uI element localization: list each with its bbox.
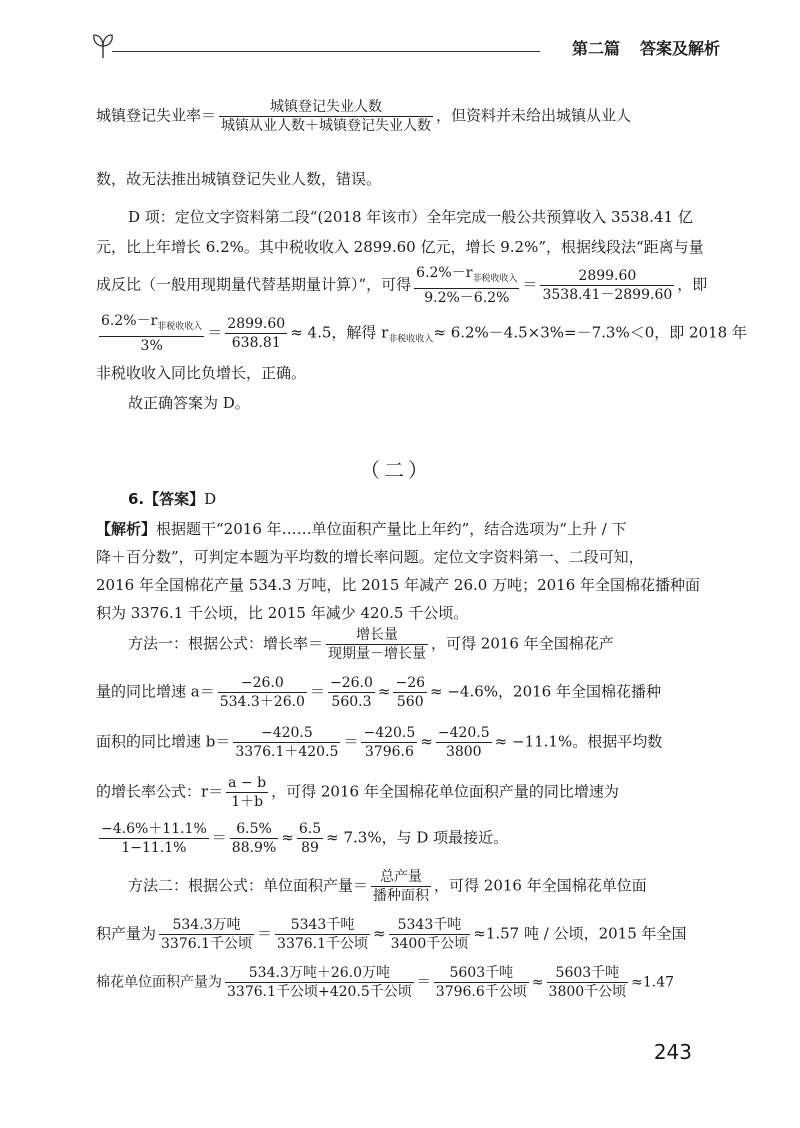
numerator: 2899.60 [540,267,674,286]
numerator: −420.5 [233,724,340,743]
formula-line [128,626,614,663]
numerator: 5603千吨 [547,964,629,983]
formula-line [96,98,631,135]
numerator [414,264,519,289]
numerator-text: 6.2%－r [416,265,473,281]
text: 棉花单位面积产量为 [96,974,222,991]
formula-line: 积产量为 $\frac{\text{534.3万吨}}{\text{3376.1千公顷}}$ ＝ $\frac{\text{5343千吨}}{\text{3376.1千公顷}}$ ≈ $\frac{\text{5343千吨}}{\text{3400千公顷}}$ ≈1.57 吨 / 公顷，2015 年全国 [96,917,687,952]
numerator: −26.0 [330,675,373,691]
equals: ＝ [416,974,431,991]
fraction [326,626,428,663]
numerator-text: 6.2%－r [101,313,158,329]
fraction [389,916,471,953]
denominator: 3800 [445,744,482,760]
fraction [393,674,427,711]
text: ，即 [677,275,708,294]
equals: ＝ [207,323,223,342]
denominator: 3400千公顷 [390,936,469,952]
text: 城镇登记失业率＝ [96,106,217,125]
denominator: 1＋b [231,794,264,810]
fraction [434,964,529,1001]
fraction [219,98,433,135]
header-part: 第二篇 [571,39,620,58]
numerator [99,312,204,337]
equals: ＝ [309,682,325,701]
fraction [275,916,370,953]
numerator: 5603千吨 [434,964,529,983]
denominator: 560.3 [331,694,372,710]
page-number: 243 [653,1040,692,1064]
text-line: 非税收收入同比负增长，正确。 [96,364,307,382]
formula-line [128,868,647,905]
leaf-icon [92,30,114,60]
denominator: 3538.41－2899.60 [542,286,673,303]
fraction [99,312,204,355]
numerator: 5343千吨 [275,916,370,935]
denominator: 现期量－增长量 [328,646,427,662]
denominator: 3800千公顷 [548,984,627,1000]
header-title [572,36,720,59]
equals: ＝ [211,828,227,847]
equals: ＝ [343,732,359,751]
denominator: 560 [396,694,424,710]
text: 成反比（一般用现期量代替基期量计算）”，可得 [96,275,412,294]
formula-line [96,264,707,307]
fraction [218,674,307,711]
fraction [371,868,431,905]
text: 的增长率公式：r＝ [96,782,224,801]
fraction [233,724,340,761]
fraction [226,774,268,811]
denominator: 88.9% [231,840,277,856]
numerator: 5343千吨 [389,916,471,935]
numerator: −4.6%＋11.1% [101,821,207,837]
text: ≈1.47 [631,974,675,991]
denominator: 9.2%－6.2% [424,289,510,306]
equals: ＝ [257,924,273,943]
denominator: 3376.1千公顷 [161,936,253,952]
text: ≈ −11.1%。根据平均数 [494,732,663,751]
text: ，但资料并未给出城镇从业人 [436,106,632,125]
numerator: 城镇登记失业人数 [219,98,433,117]
numerator: a − b [228,775,267,791]
denominator: 3376.1千公顷 [277,936,369,952]
fraction [414,264,519,307]
text-line: 元，比上年增长 6.2%。其中税收收入 2899.60 亿元，增长 9.2%”，根据线段法“距离与量 [96,238,704,256]
text: ，可得 2016 年全国棉花单位面 [434,876,647,895]
fraction [225,964,414,1001]
section-title: （二） [360,458,432,482]
text: ，可得 2016 年全国棉花产 [431,634,614,653]
fraction [225,315,287,352]
text-line: 积为 3376.1 千公顷，比 2015 年减少 420.5 千公顷。 [96,604,469,622]
fraction [436,724,492,761]
fraction [328,674,375,711]
numerator: 总产量 [371,868,431,887]
page-header [92,30,720,70]
text: 积产量为 [96,924,157,943]
text: ≈1.57 吨 / 公顷，2015 年全国 [473,924,687,943]
numerator: 534.3万吨 [159,916,254,935]
text: ≈ 7.3%，与 D 项最接近。 [326,828,509,847]
subscript: 非税收收入 [157,321,203,332]
denominator: 3796.6 [364,744,414,760]
text-line: 数，故无法推出城镇登记失业人数，错误。 [96,170,382,188]
numerator: 6.5% [230,820,278,839]
denominator: 3376.1＋420.5 [235,744,339,760]
numerator: 6.5 [298,821,322,837]
text-line: 故正确答案为 D。 [128,394,250,412]
text: 根据题干“2016 年……单位面积产量比上年约”，结合选项为“上升 / 下 [156,520,627,538]
numerator: −26 [395,675,426,691]
analysis-line [96,518,627,540]
answer-value: D [204,490,217,508]
header-section: 答案及解析 [639,39,720,58]
text: ≈ 6.2%－4.5×3%=－7.3%＜0，即 2018 年 [433,323,747,342]
denominator: 1−11.1% [121,840,187,856]
formula-line: 面积的同比增速 b＝ $\frac{-420.5}{3376.1+420.5}$ ＝ $\frac{-420.5}{3796.6}$ ≈ $\frac{-420.5}{3800}$ ≈ −11.1%。根据平均数 [96,725,663,760]
analysis-label: 【解析】 [96,520,157,538]
equals: ＝ [522,275,538,294]
fraction [547,964,629,1001]
text: 量的同比增速 a＝ [96,682,215,701]
text: 面积的同比增速 b＝ [96,732,231,751]
formula-line [96,774,619,811]
fraction [540,267,674,304]
fraction [159,916,254,953]
denominator: 3796.6千公顷 [435,984,527,1000]
text-line: 降＋百分数”，可判定本题为平均数的增长率问题。定位文字资料第一、二段可知， [96,548,644,566]
numerator: 534.3万吨＋26.0万吨 [225,964,414,983]
text: 方法一：根据公式：增长率＝ [128,634,324,653]
formula-line: 量的同比增速 a＝ $\frac{-26.0}{534.3+26.0}$ ＝ $\frac{-26.0}{560.3}$ ≈ $\frac{-26}{560}$ ≈ −4.6%，2016 年全国棉花播种 [96,675,661,710]
denominator: 89 [301,840,319,856]
answer-line [128,488,216,510]
subscript: 非税收收入 [472,273,518,284]
numerator: −420.5 [437,725,490,741]
fraction [297,820,323,857]
answer-label: 6.【答案】 [128,490,205,508]
numerator: 增长量 [326,626,428,645]
subscript: 非税收收入 [388,334,434,345]
denominator: 城镇从业人数＋城镇登记失业人数 [221,118,432,134]
formula-line: 棉花单位面积产量为 $\frac{\text{534.3万吨＋26.0万吨}}{\text{3376.1千公顷+420.5千公顷}}$ ＝ $\frac{\text{5603千吨}}{\text{3796.6千公顷}}$ ≈ $\frac{\text{5603千吨}}{\text{3800千公顷}}$ ≈1.47 [96,965,675,1000]
denominator: 3% [140,337,163,354]
text: ，可得 2016 年全国棉花单位面积产量的同比增速为 [271,782,619,801]
text: ≈ −4.6%，2016 年全国棉花播种 [430,682,661,701]
formula-line [96,312,747,355]
fraction [99,820,209,857]
denominator: 播种面积 [373,888,430,904]
numerator: 2899.60 [227,315,286,332]
denominator: 534.3＋26.0 [219,694,305,710]
formula-line: $\frac{-4.6\%+11.1\%}{1-11.1\%}$ ＝ $\frac{6.5\%}{88.9\%}$ ≈ $\frac{6.5}{89}$ ≈ 7.3%，与 D 项最接近。 [101,821,509,856]
fraction [230,820,278,857]
denominator: 3376.1千公顷+420.5千公顷 [227,984,412,1000]
text-line: D 项：定位文字资料第二段“(2018 年该市）全年完成一般公共预算收入 3538.41 亿 [128,208,693,226]
fraction [361,724,417,761]
denominator: 638.81 [231,334,281,351]
numerator: −26.0 [218,674,307,693]
header-rule [112,51,540,52]
numerator: −420.5 [363,725,416,741]
text: ≈ 4.5，解得 r [290,323,389,342]
text-line: 2016 年全国棉花产量 534.3 万吨，比 2015 年减产 26.0 万吨；2016 年全国棉花播种面 [96,576,701,594]
text: 方法二：根据公式：单位面积产量＝ [128,876,369,895]
